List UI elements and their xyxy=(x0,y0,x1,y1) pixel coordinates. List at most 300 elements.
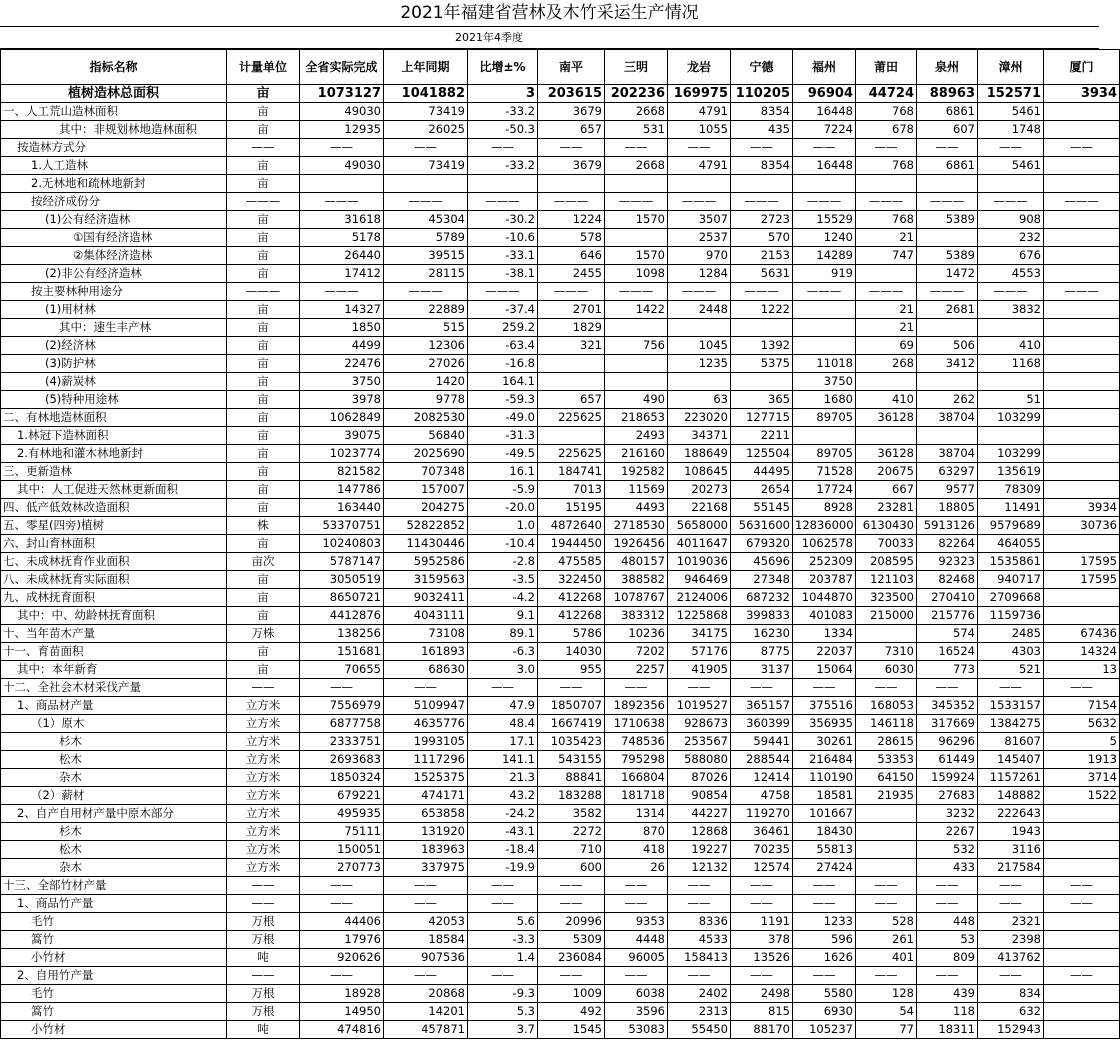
value-cell[interactable]: 1392 xyxy=(731,337,793,355)
value-cell[interactable]: 14030 xyxy=(538,643,605,661)
value-cell[interactable]: 6038 xyxy=(605,985,668,1003)
value-cell[interactable]: 1522 xyxy=(1044,787,1120,805)
value-cell[interactable] xyxy=(605,175,668,193)
value-cell[interactable] xyxy=(1044,535,1120,553)
value-cell[interactable]: 2654 xyxy=(731,481,793,499)
value-cell[interactable]: 203615 xyxy=(538,85,605,103)
value-cell[interactable] xyxy=(978,427,1044,445)
value-cell[interactable]: 152943 xyxy=(978,1021,1044,1039)
row-label[interactable]: 篙竹 xyxy=(1,931,227,949)
value-cell[interactable] xyxy=(1044,445,1120,463)
value-cell[interactable]: 4758 xyxy=(731,787,793,805)
value-cell[interactable]: 940717 xyxy=(978,571,1044,589)
value-cell[interactable]: 768 xyxy=(856,211,917,229)
value-cell[interactable]: —— xyxy=(731,967,793,985)
value-cell[interactable]: 262 xyxy=(917,391,978,409)
value-cell[interactable]: 490 xyxy=(605,391,668,409)
value-cell[interactable]: 183288 xyxy=(538,787,605,805)
value-cell[interactable]: 528 xyxy=(856,913,917,931)
row-label[interactable]: 2、自用竹产量 xyxy=(1,967,227,985)
value-cell[interactable]: 679320 xyxy=(731,535,793,553)
value-cell[interactable]: 1422 xyxy=(605,301,668,319)
unit-cell[interactable]: 亩 xyxy=(227,463,300,481)
value-cell[interactable]: 1850324 xyxy=(300,769,384,787)
value-cell[interactable]: 646 xyxy=(538,247,605,265)
value-cell[interactable]: -31.3 xyxy=(468,427,538,445)
value-cell[interactable]: 222643 xyxy=(978,805,1044,823)
value-cell[interactable]: 1570 xyxy=(605,247,668,265)
value-cell[interactable]: ——— xyxy=(668,283,731,301)
value-cell[interactable]: 135619 xyxy=(978,463,1044,481)
value-cell[interactable]: —— xyxy=(856,877,917,895)
value-cell[interactable]: 22168 xyxy=(668,499,731,517)
row-label[interactable]: 2.有林地和灌木林地新封 xyxy=(1,445,227,463)
value-cell[interactable] xyxy=(1044,607,1120,625)
value-cell[interactable]: 12574 xyxy=(731,859,793,877)
value-cell[interactable]: 2723 xyxy=(731,211,793,229)
value-cell[interactable]: 147786 xyxy=(300,481,384,499)
unit-cell[interactable]: 亩 xyxy=(227,445,300,463)
row-label[interactable]: (1)用材林 xyxy=(1,301,227,319)
value-cell[interactable]: 21 xyxy=(856,229,917,247)
value-cell[interactable]: 653858 xyxy=(384,805,468,823)
value-cell[interactable] xyxy=(1044,841,1120,859)
value-cell[interactable]: 2321 xyxy=(978,913,1044,931)
value-cell[interactable]: 63 xyxy=(668,391,731,409)
value-cell[interactable]: 3159563 xyxy=(384,571,468,589)
value-cell[interactable]: 3 xyxy=(468,85,538,103)
value-cell[interactable]: 55813 xyxy=(793,841,856,859)
value-cell[interactable]: 2537 xyxy=(668,229,731,247)
value-cell[interactable]: 679221 xyxy=(300,787,384,805)
value-cell[interactable]: -10.6 xyxy=(468,229,538,247)
value-cell[interactable] xyxy=(917,319,978,337)
value-cell[interactable]: 216484 xyxy=(793,751,856,769)
value-cell[interactable]: —— xyxy=(856,895,917,913)
value-cell[interactable]: 383312 xyxy=(605,607,668,625)
value-cell[interactable]: 607 xyxy=(917,121,978,139)
value-cell[interactable]: 3714 xyxy=(1044,769,1120,787)
value-cell[interactable]: 89705 xyxy=(793,409,856,427)
value-cell[interactable]: 9032411 xyxy=(384,589,468,607)
value-cell[interactable]: -3.5 xyxy=(468,571,538,589)
unit-cell[interactable]: 株 xyxy=(227,517,300,535)
unit-cell[interactable]: 立方米 xyxy=(227,805,300,823)
value-cell[interactable]: 14324 xyxy=(1044,643,1120,661)
value-cell[interactable]: 773 xyxy=(917,661,978,679)
value-cell[interactable]: ——— xyxy=(793,193,856,211)
value-cell[interactable]: 17595 xyxy=(1044,553,1120,571)
unit-cell[interactable]: 立方米 xyxy=(227,841,300,859)
value-cell[interactable]: 7310 xyxy=(856,643,917,661)
value-cell[interactable]: 73419 xyxy=(384,157,468,175)
value-cell[interactable]: 151681 xyxy=(300,643,384,661)
value-cell[interactable]: —— xyxy=(731,895,793,913)
row-label[interactable]: 杂木 xyxy=(1,859,227,877)
value-cell[interactable]: 515 xyxy=(384,319,468,337)
value-cell[interactable]: —— xyxy=(605,139,668,157)
value-cell[interactable]: 31618 xyxy=(300,211,384,229)
value-cell[interactable]: 47.9 xyxy=(468,697,538,715)
value-cell[interactable]: 412268 xyxy=(538,589,605,607)
value-cell[interactable]: 82264 xyxy=(917,535,978,553)
value-cell[interactable]: 17595 xyxy=(1044,571,1120,589)
unit-cell[interactable]: 立方米 xyxy=(227,823,300,841)
row-label[interactable]: 杂木 xyxy=(1,769,227,787)
value-cell[interactable]: 9579689 xyxy=(978,517,1044,535)
value-cell[interactable] xyxy=(538,355,605,373)
value-cell[interactable]: 164.1 xyxy=(468,373,538,391)
value-cell[interactable] xyxy=(1044,931,1120,949)
value-cell[interactable]: 2448 xyxy=(668,301,731,319)
unit-cell[interactable]: 亩 xyxy=(227,607,300,625)
value-cell[interactable]: 1993105 xyxy=(384,733,468,751)
value-cell[interactable]: 168053 xyxy=(856,697,917,715)
value-cell[interactable]: 103299 xyxy=(978,409,1044,427)
value-cell[interactable]: 44724 xyxy=(856,85,917,103)
value-cell[interactable]: 127715 xyxy=(731,409,793,427)
value-cell[interactable]: 73419 xyxy=(384,103,468,121)
value-cell[interactable]: 38704 xyxy=(917,445,978,463)
value-cell[interactable]: 1240 xyxy=(793,229,856,247)
value-cell[interactable]: 4533 xyxy=(668,931,731,949)
value-cell[interactable]: 22037 xyxy=(793,643,856,661)
unit-cell[interactable]: 亩 xyxy=(227,355,300,373)
row-label[interactable]: 其中：中、幼龄林抚育面积 xyxy=(1,607,227,625)
value-cell[interactable]: 15195 xyxy=(538,499,605,517)
value-cell[interactable]: 20868 xyxy=(384,985,468,1003)
value-cell[interactable]: 17412 xyxy=(300,265,384,283)
value-cell[interactable]: 236084 xyxy=(538,949,605,967)
unit-cell[interactable]: 立方米 xyxy=(227,697,300,715)
value-cell[interactable]: 2267 xyxy=(917,823,978,841)
unit-cell[interactable]: 万株 xyxy=(227,625,300,643)
unit-cell[interactable]: 亩 xyxy=(227,121,300,139)
value-cell[interactable]: 748536 xyxy=(605,733,668,751)
value-cell[interactable]: 19227 xyxy=(668,841,731,859)
value-cell[interactable]: 119270 xyxy=(731,805,793,823)
value-cell[interactable]: 5389 xyxy=(917,247,978,265)
value-cell[interactable] xyxy=(1044,1003,1120,1021)
value-cell[interactable]: 433 xyxy=(917,859,978,877)
value-cell[interactable]: 321 xyxy=(538,337,605,355)
value-cell[interactable]: 150051 xyxy=(300,841,384,859)
value-cell[interactable]: —— xyxy=(731,139,793,157)
value-cell[interactable]: 131920 xyxy=(384,823,468,841)
value-cell[interactable]: 259.2 xyxy=(468,319,538,337)
value-cell[interactable] xyxy=(1044,355,1120,373)
value-cell[interactable]: 747 xyxy=(856,247,917,265)
unit-cell[interactable]: 亩 xyxy=(227,427,300,445)
value-cell[interactable]: 495935 xyxy=(300,805,384,823)
unit-cell[interactable]: 亩 xyxy=(227,373,300,391)
value-cell[interactable]: 8354 xyxy=(731,157,793,175)
value-cell[interactable]: 105237 xyxy=(793,1021,856,1039)
value-cell[interactable]: 12935 xyxy=(300,121,384,139)
value-cell[interactable]: 70655 xyxy=(300,661,384,679)
value-cell[interactable]: 26440 xyxy=(300,247,384,265)
value-cell[interactable] xyxy=(1044,949,1120,967)
value-cell[interactable]: 1944450 xyxy=(538,535,605,553)
value-cell[interactable]: 1044870 xyxy=(793,589,856,607)
value-cell[interactable]: 45304 xyxy=(384,211,468,229)
value-cell[interactable]: 216160 xyxy=(605,445,668,463)
value-cell[interactable]: 13526 xyxy=(731,949,793,967)
value-cell[interactable]: 2709668 xyxy=(978,589,1044,607)
unit-cell[interactable]: 亩 xyxy=(227,571,300,589)
value-cell[interactable]: 707348 xyxy=(384,463,468,481)
unit-cell[interactable]: 亩 xyxy=(227,319,300,337)
row-label[interactable]: (1)公有经济造林 xyxy=(1,211,227,229)
value-cell[interactable]: -49.0 xyxy=(468,409,538,427)
value-cell[interactable]: —— xyxy=(793,679,856,697)
value-cell[interactable]: -16.8 xyxy=(468,355,538,373)
row-label[interactable]: (5)特种用途林 xyxy=(1,391,227,409)
value-cell[interactable]: 687232 xyxy=(731,589,793,607)
unit-cell[interactable]: —— xyxy=(227,895,300,913)
value-cell[interactable] xyxy=(538,373,605,391)
value-cell[interactable] xyxy=(793,319,856,337)
row-label[interactable]: (4)薪炭林 xyxy=(1,373,227,391)
row-label[interactable]: （1）原木 xyxy=(1,715,227,733)
value-cell[interactable]: 125504 xyxy=(731,445,793,463)
value-cell[interactable]: 2257 xyxy=(605,661,668,679)
value-cell[interactable]: 3507 xyxy=(668,211,731,229)
row-label[interactable]: ①国有经济造林 xyxy=(1,229,227,247)
value-cell[interactable] xyxy=(917,175,978,193)
value-cell[interactable]: 22476 xyxy=(300,355,384,373)
value-cell[interactable]: 4011647 xyxy=(668,535,731,553)
value-cell[interactable]: 6930 xyxy=(793,1003,856,1021)
value-cell[interactable]: 570 xyxy=(731,229,793,247)
value-cell[interactable]: 1533157 xyxy=(978,697,1044,715)
value-cell[interactable]: ——— xyxy=(384,193,468,211)
unit-cell[interactable]: 万根 xyxy=(227,931,300,949)
row-label[interactable]: 十三、全部竹材产量 xyxy=(1,877,227,895)
value-cell[interactable]: 1926456 xyxy=(605,535,668,553)
value-cell[interactable]: 756 xyxy=(605,337,668,355)
value-cell[interactable]: 8775 xyxy=(731,643,793,661)
value-cell[interactable]: 5787147 xyxy=(300,553,384,571)
value-cell[interactable]: 1023774 xyxy=(300,445,384,463)
value-cell[interactable]: —— xyxy=(605,967,668,985)
value-cell[interactable]: 18430 xyxy=(793,823,856,841)
value-cell[interactable]: 574 xyxy=(917,625,978,643)
value-cell[interactable]: 53370751 xyxy=(300,517,384,535)
unit-cell[interactable]: 亩 xyxy=(227,301,300,319)
value-cell[interactable]: 12132 xyxy=(668,859,731,877)
value-cell[interactable]: 657 xyxy=(538,121,605,139)
value-cell[interactable]: —— xyxy=(917,895,978,913)
value-cell[interactable] xyxy=(856,805,917,823)
value-cell[interactable]: 1570 xyxy=(605,211,668,229)
value-cell[interactable]: —— xyxy=(538,967,605,985)
value-cell[interactable]: 5389 xyxy=(917,211,978,229)
value-cell[interactable]: —— xyxy=(668,967,731,985)
value-cell[interactable] xyxy=(1044,1021,1120,1039)
value-cell[interactable]: 108645 xyxy=(668,463,731,481)
value-cell[interactable]: —— xyxy=(917,967,978,985)
value-cell[interactable] xyxy=(856,841,917,859)
row-label[interactable]: 松木 xyxy=(1,751,227,769)
value-cell[interactable]: -37.4 xyxy=(468,301,538,319)
value-cell[interactable]: 208595 xyxy=(856,553,917,571)
unit-cell[interactable]: 亩 xyxy=(227,391,300,409)
value-cell[interactable] xyxy=(1044,481,1120,499)
value-cell[interactable]: 410 xyxy=(856,391,917,409)
value-cell[interactable]: 90854 xyxy=(668,787,731,805)
value-cell[interactable]: 596 xyxy=(793,931,856,949)
value-cell[interactable]: 435 xyxy=(731,121,793,139)
value-cell[interactable]: —— xyxy=(978,139,1044,157)
value-cell[interactable]: -49.5 xyxy=(468,445,538,463)
value-cell[interactable]: 1314 xyxy=(605,805,668,823)
value-cell[interactable]: 632 xyxy=(978,1003,1044,1021)
value-cell[interactable]: 1009 xyxy=(538,985,605,1003)
value-cell[interactable]: —— xyxy=(384,967,468,985)
value-cell[interactable]: -6.3 xyxy=(468,643,538,661)
value-cell[interactable]: 36461 xyxy=(731,823,793,841)
value-cell[interactable] xyxy=(1044,391,1120,409)
value-cell[interactable]: 17.1 xyxy=(468,733,538,751)
value-cell[interactable]: —— xyxy=(1044,895,1120,913)
value-cell[interactable]: 43.2 xyxy=(468,787,538,805)
value-cell[interactable]: 3.7 xyxy=(468,1021,538,1039)
value-cell[interactable]: 1472 xyxy=(917,265,978,283)
value-cell[interactable]: 1667419 xyxy=(538,715,605,733)
unit-cell[interactable]: 亩 xyxy=(227,103,300,121)
unit-cell[interactable]: 亩 xyxy=(227,481,300,499)
value-cell[interactable]: ——— xyxy=(384,283,468,301)
value-cell[interactable]: 4553 xyxy=(978,265,1044,283)
value-cell[interactable]: 4043111 xyxy=(384,607,468,625)
value-cell[interactable]: 5178 xyxy=(300,229,384,247)
value-cell[interactable]: 2272 xyxy=(538,823,605,841)
value-cell[interactable]: 5461 xyxy=(978,157,1044,175)
value-cell[interactable]: 67436 xyxy=(1044,625,1120,643)
value-cell[interactable]: 110205 xyxy=(731,85,793,103)
value-cell[interactable]: 36128 xyxy=(856,409,917,427)
value-cell[interactable]: 1710638 xyxy=(605,715,668,733)
value-cell[interactable]: 5580 xyxy=(793,985,856,1003)
value-cell[interactable]: 9353 xyxy=(605,913,668,931)
row-label[interactable]: 小竹材 xyxy=(1,1021,227,1039)
value-cell[interactable]: 5658000 xyxy=(668,517,731,535)
value-cell[interactable]: 88841 xyxy=(538,769,605,787)
row-label[interactable]: 毛竹 xyxy=(1,985,227,1003)
value-cell[interactable]: 809 xyxy=(917,949,978,967)
unit-cell[interactable]: 万根 xyxy=(227,985,300,1003)
value-cell[interactable] xyxy=(1044,319,1120,337)
value-cell[interactable]: 475585 xyxy=(538,553,605,571)
value-cell[interactable]: 7556979 xyxy=(300,697,384,715)
value-cell[interactable]: 1525375 xyxy=(384,769,468,787)
value-cell[interactable]: 521 xyxy=(978,661,1044,679)
value-cell[interactable]: -20.0 xyxy=(468,499,538,517)
value-cell[interactable]: 21 xyxy=(856,301,917,319)
value-cell[interactable] xyxy=(793,175,856,193)
value-cell[interactable] xyxy=(856,175,917,193)
value-cell[interactable]: 5 xyxy=(1044,733,1120,751)
value-cell[interactable]: 28115 xyxy=(384,265,468,283)
unit-cell[interactable]: 立方米 xyxy=(227,787,300,805)
value-cell[interactable]: 1233 xyxy=(793,913,856,931)
value-cell[interactable] xyxy=(978,373,1044,391)
value-cell[interactable]: 78309 xyxy=(978,481,1044,499)
value-cell[interactable]: 268 xyxy=(856,355,917,373)
value-cell[interactable]: 138256 xyxy=(300,625,384,643)
value-cell[interactable]: —— xyxy=(468,877,538,895)
unit-cell[interactable]: —— xyxy=(227,139,300,157)
row-label[interactable]: 1、商品材产量 xyxy=(1,697,227,715)
value-cell[interactable] xyxy=(538,427,605,445)
value-cell[interactable]: 2025690 xyxy=(384,445,468,463)
unit-cell[interactable]: 亩 xyxy=(227,85,300,103)
value-cell[interactable]: 360399 xyxy=(731,715,793,733)
value-cell[interactable]: -50.3 xyxy=(468,121,538,139)
value-cell[interactable]: —— xyxy=(300,139,384,157)
value-cell[interactable]: 39515 xyxy=(384,247,468,265)
value-cell[interactable]: 3934 xyxy=(1044,85,1120,103)
value-cell[interactable]: 55145 xyxy=(731,499,793,517)
value-cell[interactable]: 5.6 xyxy=(468,913,538,931)
value-cell[interactable]: 1117296 xyxy=(384,751,468,769)
value-cell[interactable]: 42053 xyxy=(384,913,468,931)
value-cell[interactable]: 59441 xyxy=(731,733,793,751)
value-cell[interactable]: —— xyxy=(605,895,668,913)
value-cell[interactable]: 1420 xyxy=(384,373,468,391)
value-cell[interactable] xyxy=(468,175,538,193)
value-cell[interactable]: 1284 xyxy=(668,265,731,283)
value-cell[interactable]: 26025 xyxy=(384,121,468,139)
unit-cell[interactable]: 立方米 xyxy=(227,769,300,787)
value-cell[interactable]: 506 xyxy=(917,337,978,355)
value-cell[interactable]: 5913126 xyxy=(917,517,978,535)
value-cell[interactable]: 4499 xyxy=(300,337,384,355)
value-cell[interactable]: ——— xyxy=(300,283,384,301)
value-cell[interactable]: 15529 xyxy=(793,211,856,229)
value-cell[interactable]: 578 xyxy=(538,229,605,247)
value-cell[interactable]: 21.3 xyxy=(468,769,538,787)
value-cell[interactable]: —— xyxy=(1044,679,1120,697)
value-cell[interactable]: —— xyxy=(384,679,468,697)
value-cell[interactable]: 2693683 xyxy=(300,751,384,769)
value-cell[interactable]: 970 xyxy=(668,247,731,265)
row-label[interactable]: 1.人工造林 xyxy=(1,157,227,175)
value-cell[interactable]: 8928 xyxy=(793,499,856,517)
value-cell[interactable]: 159924 xyxy=(917,769,978,787)
value-cell[interactable]: -33.2 xyxy=(468,103,538,121)
row-label[interactable]: 1、商品竹产量 xyxy=(1,895,227,913)
value-cell[interactable]: 317669 xyxy=(917,715,978,733)
value-cell[interactable]: —— xyxy=(978,967,1044,985)
value-cell[interactable]: 14950 xyxy=(300,1003,384,1021)
row-label[interactable]: (3)防护林 xyxy=(1,355,227,373)
value-cell[interactable]: 75111 xyxy=(300,823,384,841)
value-cell[interactable]: 188649 xyxy=(668,445,731,463)
value-cell[interactable]: 474816 xyxy=(300,1021,384,1039)
value-cell[interactable]: 457871 xyxy=(384,1021,468,1039)
value-cell[interactable]: 1.0 xyxy=(468,517,538,535)
value-cell[interactable]: 215776 xyxy=(917,607,978,625)
value-cell[interactable]: 1892356 xyxy=(605,697,668,715)
value-cell[interactable]: 21935 xyxy=(856,787,917,805)
value-cell[interactable]: 955 xyxy=(538,661,605,679)
value-cell[interactable]: ——— xyxy=(978,193,1044,211)
value-cell[interactable]: —— xyxy=(793,877,856,895)
value-cell[interactable] xyxy=(793,337,856,355)
value-cell[interactable]: 870 xyxy=(605,823,668,841)
